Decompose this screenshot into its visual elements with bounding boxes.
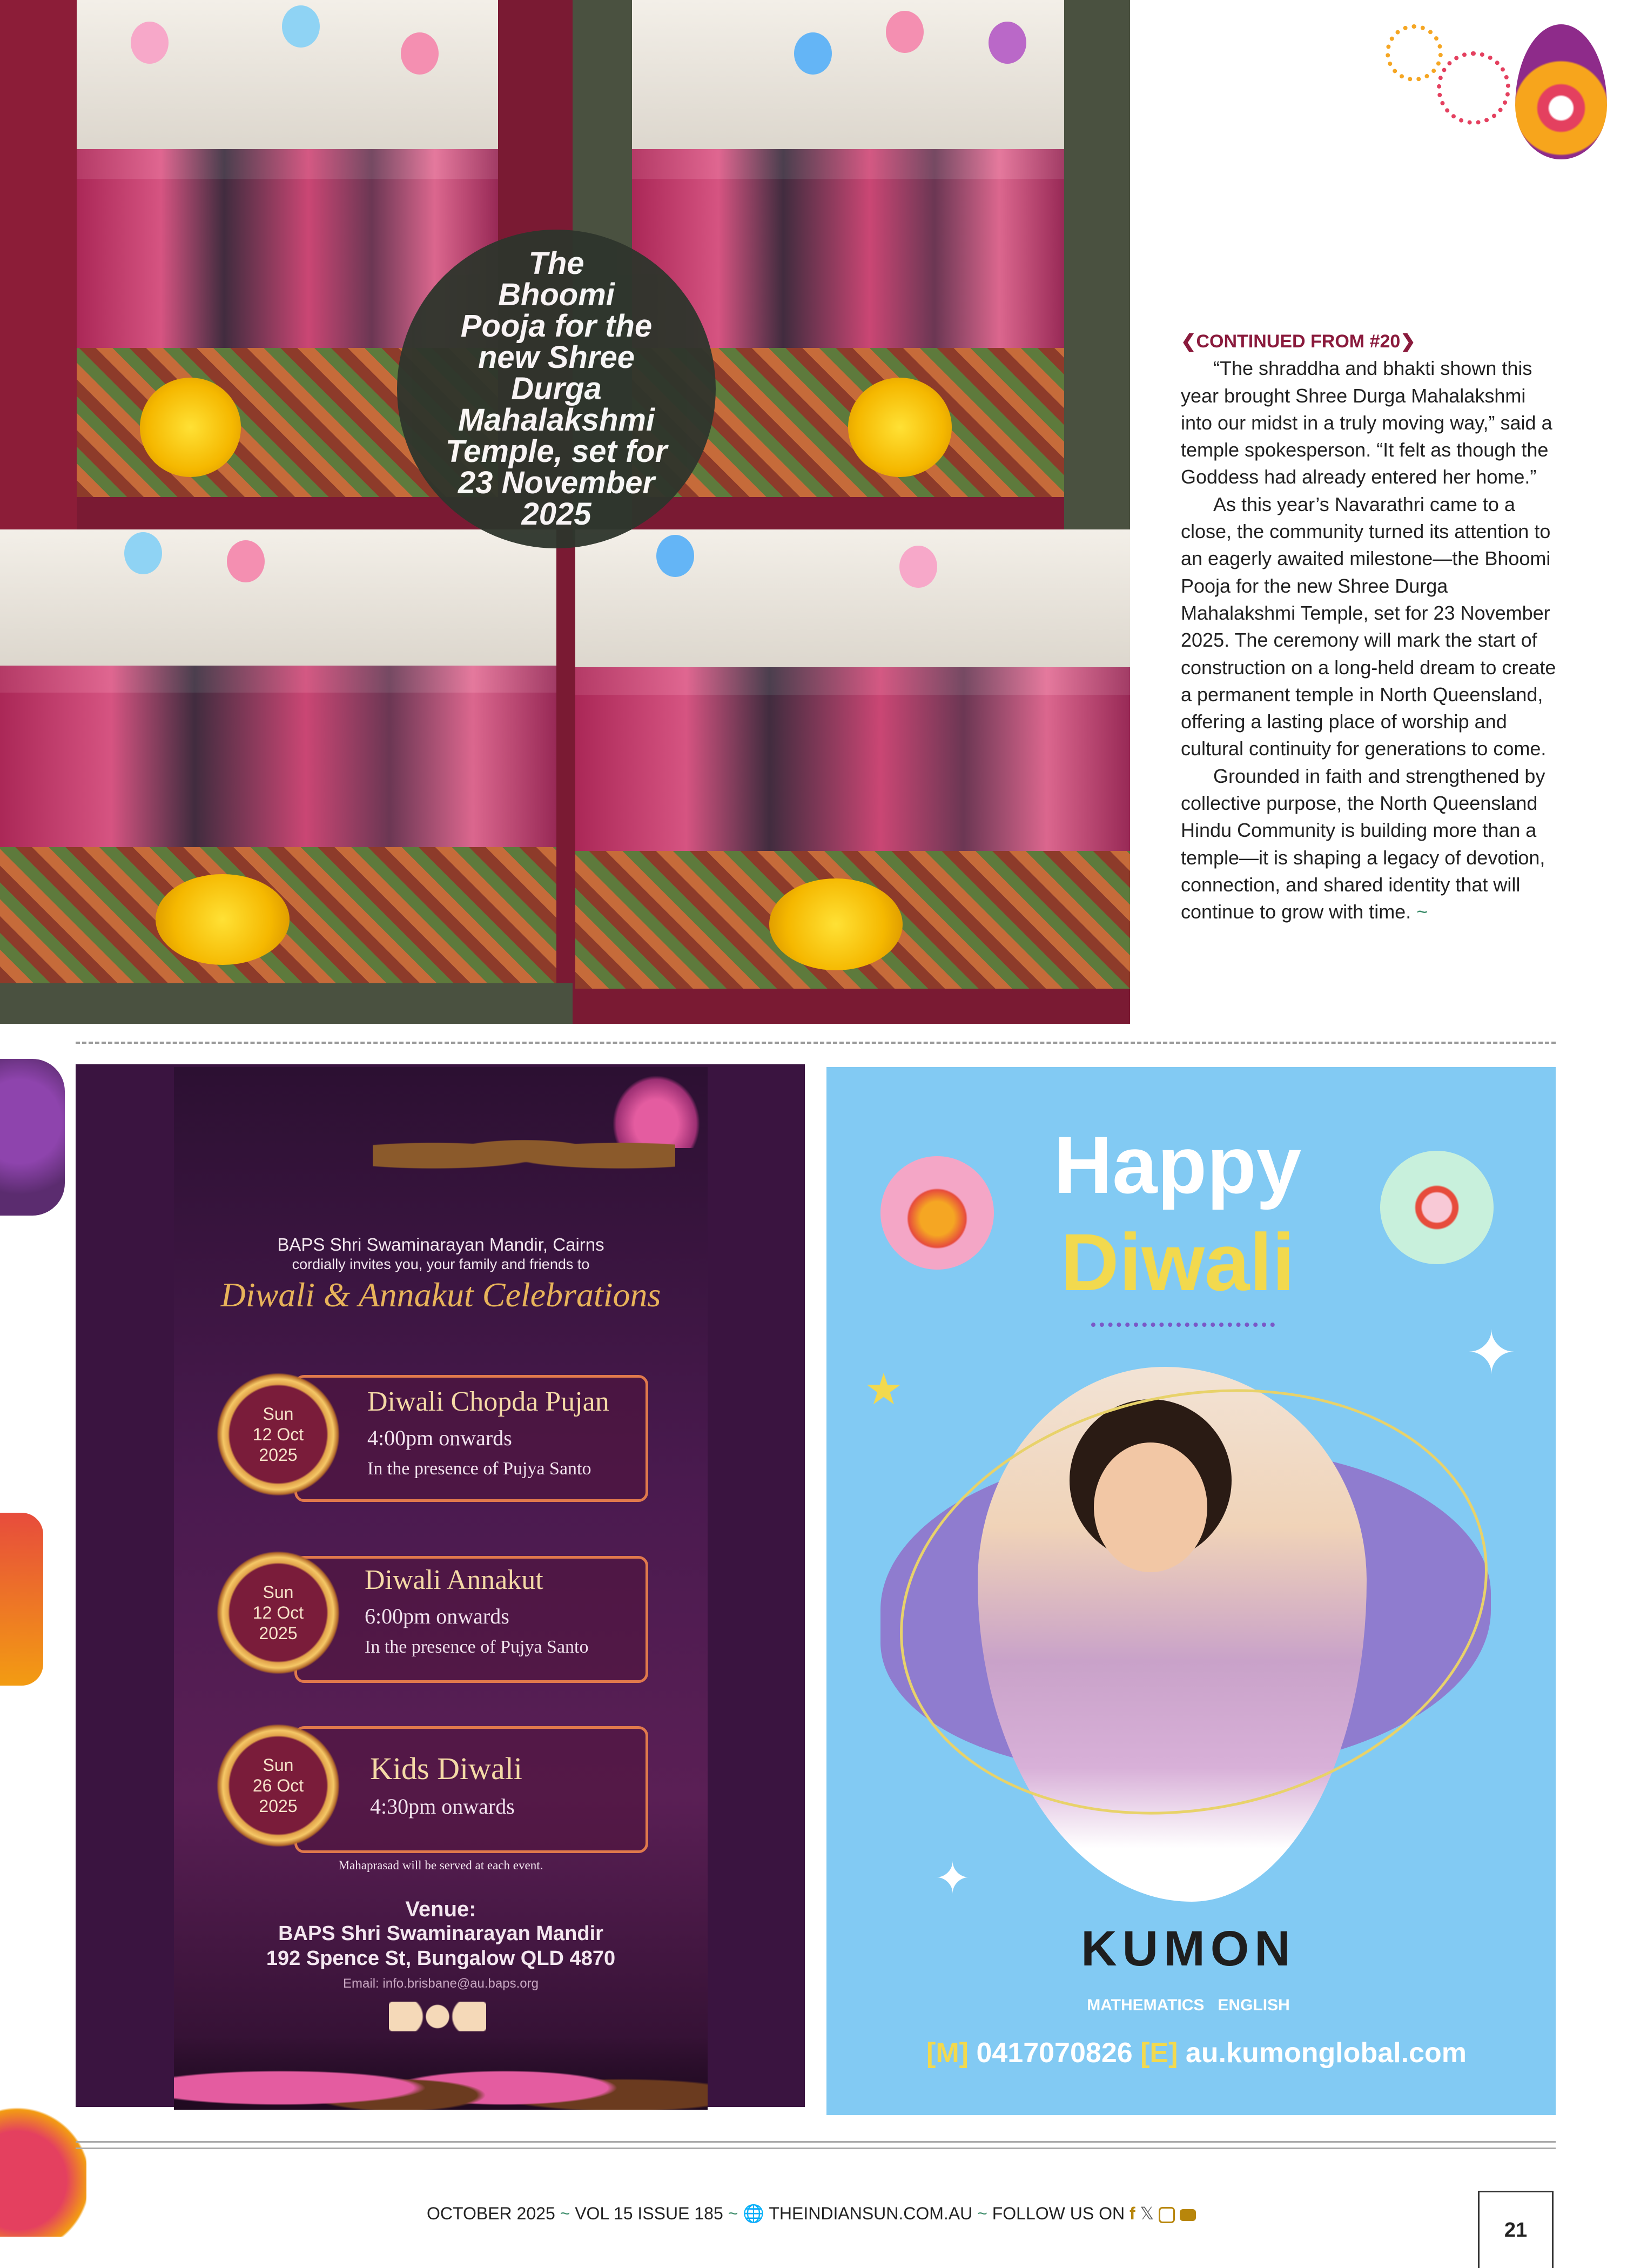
baps-org-name: BAPS Shri Swaminarayan Mandir, Cairns <box>277 1234 604 1254</box>
baps-venue-address: 192 Spence St, Bungalow QLD 4870 <box>266 1947 616 1970</box>
instagram-icon[interactable] <box>1159 2207 1175 2223</box>
diya-cluster-top <box>373 1126 675 1175</box>
kumon-logo: KUMON <box>1081 1921 1296 1976</box>
facebook-icon[interactable]: f <box>1129 2204 1135 2223</box>
baps-mahaprasad: Mahaprasad will be served at each event. <box>338 1858 543 1872</box>
kumon-happy: Happy <box>1053 1119 1302 1210</box>
article-column <box>1181 328 1559 926</box>
baps-email: Email: info.brisbane@au.baps.org <box>343 1976 539 1991</box>
baps-date-medal-2: Sun 12 Oct 2025 <box>216 1551 340 1675</box>
kumon-subjects: MATHEMATICS ENGLISH <box>1087 1996 1290 2014</box>
rockets-icon <box>1380 1151 1494 1264</box>
collage-bottom-right-band <box>573 989 1130 1024</box>
phone-label: [M] <box>926 2037 969 2069</box>
sparkle-icon: ✦ <box>1467 1320 1517 1386</box>
baps-title: Diwali & Annakut Celebrations <box>220 1276 661 1314</box>
photo-bottom-left <box>0 529 556 983</box>
baps-venue-name: BAPS Shri Swaminarayan Mandir <box>278 1922 603 1945</box>
end-mark: ~ <box>1416 901 1428 923</box>
baps-event-1-name: Diwali Chopda Pujan <box>367 1386 609 1417</box>
baps-event-1-time: 4:00pm onwards <box>367 1426 512 1450</box>
star-icon: ★ <box>864 1365 903 1413</box>
page-number-box <box>1478 2191 1554 2268</box>
article-paragraph-3: Grounded in faith and strengthened by collective purpose, the North Queensland Hindu Community is building more than a temple—it is shaping a legacy of devotion, connection, and shared identity that will continue to grow with time. ~ <box>1181 764 1545 923</box>
footer-separator: ~ <box>977 2204 987 2223</box>
baps-venue-label: Venue: <box>405 1897 476 1921</box>
photo-bottom-right <box>575 529 1130 989</box>
footer-separator: ~ <box>560 2204 570 2223</box>
photo-caption-circle <box>397 230 716 548</box>
baps-guru-portraits <box>389 2002 486 2031</box>
sparkle-icon-2: ✦ <box>934 1854 971 1902</box>
collage-right-band <box>1064 0 1130 535</box>
x-icon[interactable]: 𝕏 <box>1140 2204 1154 2223</box>
youtube-icon[interactable] <box>1180 2209 1196 2221</box>
paisley-icon <box>1515 24 1607 159</box>
collage-bottom-band <box>0 983 573 1024</box>
baps-event-box-3 <box>294 1726 648 1853</box>
kumon-contact <box>897 2037 1496 2069</box>
footer-separator: ~ <box>728 2204 738 2223</box>
article-paragraph-1: “The shraddha and bhakti shown this year brought Shree Durga Mahalakshmi into our midst in a truly moving way,” said a temple spokesperson. “It felt as though the Goddess had already entered her home.” <box>1181 357 1552 488</box>
baps-event-1-note: In the presence of Pujya Santo <box>367 1459 591 1479</box>
kumon-diwali: Diwali <box>1060 1217 1295 1307</box>
baps-invite: cordially invites you, your family and friends to <box>292 1256 590 1272</box>
divider-bottom-2 <box>76 2148 1556 2149</box>
firework-icon <box>1386 24 1443 82</box>
continued-label: ❮CONTINUED FROM #20❯ <box>1181 331 1416 352</box>
baps-event-3-time: 4:30pm onwards <box>370 1794 515 1819</box>
footer-website[interactable]: THEINDIANSUN.COM.AU <box>769 2204 973 2223</box>
lotus-diya-bottom <box>174 2037 708 2110</box>
squiggle-decoration <box>1091 1312 1275 1327</box>
baps-event-2-name: Diwali Annakut <box>365 1565 543 1595</box>
baps-event-3-name: Kids Diwali <box>370 1751 522 1786</box>
firework-icon-2 <box>1437 51 1510 125</box>
article-paragraph-2: As this year’s Navarathri came to a close, the community turned its attention to an eagerly awaited milestone—the Bhoomi Pooja for the new Shree Durga Mahalakshmi Temple, set for 23 November 2025. The ceremony will mark the start of construction on a long-held dream to create a permanent temple in North Queensland, offering a lasting place of worship and cultural continuity for generations to come. <box>1181 493 1556 760</box>
footer-volume: VOL 15 ISSUE 185 <box>575 2204 723 2223</box>
diya-icon <box>880 1156 994 1270</box>
photo-collage <box>0 0 1130 1024</box>
divider-top <box>76 1042 1556 1044</box>
page-footer <box>427 2203 1196 2224</box>
divider-bottom <box>76 2141 1556 2143</box>
footer-issue-date: OCTOBER 2025 <box>427 2204 555 2223</box>
left-lantern-icon <box>0 1513 43 1686</box>
baps-date-medal-3: Sun 26 Oct 2025 <box>216 1723 340 1848</box>
kumon-phone[interactable]: 0417070826 <box>976 2037 1133 2069</box>
collage-left-band <box>0 0 77 540</box>
baps-event-2-note: In the presence of Pujya Santo <box>365 1637 589 1657</box>
footer-follow: FOLLOW US ON <box>992 2204 1125 2223</box>
globe-icon: 🌐 <box>743 2204 765 2223</box>
photo-caption: The Bhoomi Pooja for the new Shree Durga Mahalakshmi Temple, set for 23 November 2025 <box>445 246 668 532</box>
left-lamp-icon <box>0 1059 65 1216</box>
baps-date-medal-1: Sun 12 Oct 2025 <box>216 1372 340 1497</box>
left-diya-bottom-icon <box>0 2096 86 2237</box>
page-number: 21 <box>1504 2218 1528 2242</box>
baps-event-2-time: 6:00pm onwards <box>365 1604 509 1628</box>
email-label: [E] <box>1140 2037 1178 2069</box>
kumon-website[interactable]: au.kumonglobal.com <box>1185 2037 1467 2069</box>
